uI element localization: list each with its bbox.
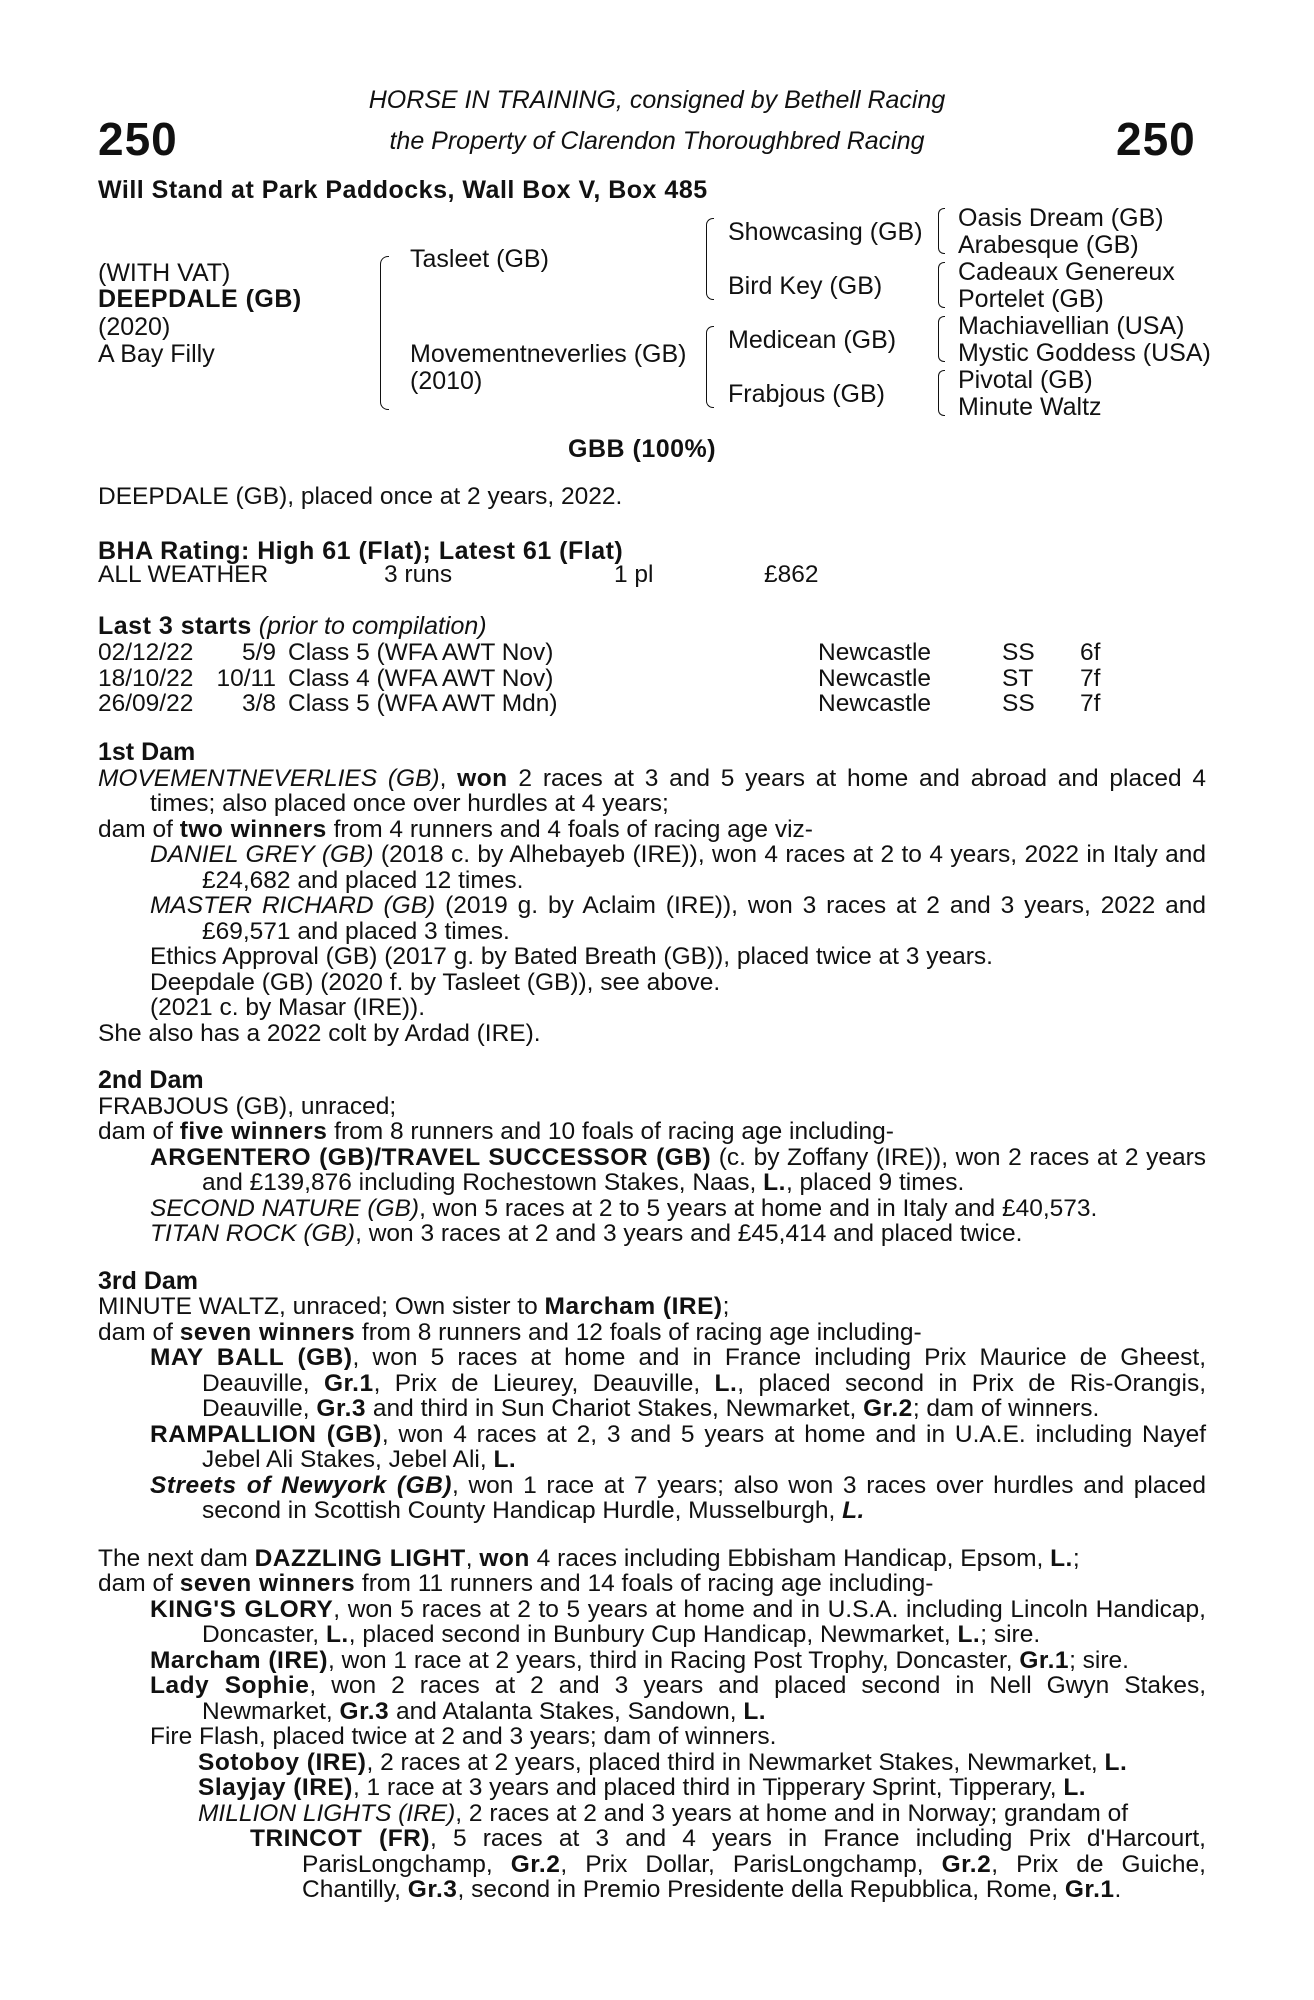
produce-entry: Ethics Approval (GB) (2017 g. by Bated Breath (GB)), placed twice at 3 years. bbox=[150, 943, 993, 970]
pedigree-brace-sire bbox=[706, 218, 714, 300]
bha-rating: BHA Rating: High 61 (Flat); Latest 61 (Flat) bbox=[98, 537, 624, 565]
produce-entry: ARGENTERO (GB)/TRAVEL SUCCESSOR (GB) (c. by Zoffany (IRE)), won 2 races at 2 years and £139,876 including Rochestown Stakes, Naas, L., placed 9 times. bbox=[150, 1143, 1206, 1196]
next-dam-produce-summary: dam of seven winners from 11 runners and 14 foals of racing age including- bbox=[98, 1570, 934, 1597]
gbb-percentage: GBB (100%) bbox=[568, 435, 717, 463]
pedigree-brace-dam bbox=[706, 326, 714, 408]
rating-surface: ALL WEATHER bbox=[98, 561, 269, 588]
start-distance: 6f bbox=[1080, 639, 1101, 666]
produce-entry: Marcham (IRE), won 1 race at 2 years, third in Racing Post Trophy, Doncaster, Gr.1; sire. bbox=[150, 1646, 1129, 1674]
start-date: 02/12/22 bbox=[98, 639, 194, 666]
start-course: Newcastle bbox=[818, 690, 932, 717]
first-dam-line: MOVEMENTNEVERLIES (GB), won 2 races at 3 and 5 years at home and abroad and placed 4 times; also placed once over hurdles at 4 years; bbox=[98, 764, 1206, 817]
pedigree-dam-sire: Medicean (GB) bbox=[728, 326, 897, 354]
pedigree-dam-dam: Frabjous (GB) bbox=[728, 380, 885, 408]
pedigree-brace-sd bbox=[938, 262, 945, 308]
first-dam-title: 1st Dam bbox=[98, 738, 196, 766]
start-race: Class 5 (WFA AWT Mdn) bbox=[288, 690, 558, 717]
produce-entry: TITAN ROCK (GB), won 3 races at 2 and 3 years and £45,414 and placed twice. bbox=[150, 1220, 1023, 1247]
second-dam-title: 2nd Dam bbox=[98, 1066, 204, 1094]
pedigree-brace-ds bbox=[938, 316, 945, 362]
rating-placed: 1 pl bbox=[614, 561, 654, 588]
start-row bbox=[98, 640, 1100, 666]
third-dam-line: MINUTE WALTZ, unraced; Own sister to Marcham (IRE); bbox=[98, 1293, 730, 1320]
lot-number-right: 250 bbox=[1116, 113, 1196, 165]
pedigree-dss: Machiavellian (USA) bbox=[958, 312, 1185, 340]
pedigree-dds: Pivotal (GB) bbox=[958, 366, 1093, 394]
pedigree-sire-sire: Showcasing (GB) bbox=[728, 218, 923, 246]
third-dam-produce-summary: dam of seven winners from 8 runners and 12 foals of racing age including- bbox=[98, 1318, 922, 1346]
start-going: SS bbox=[1002, 639, 1035, 666]
start-distance: 7f bbox=[1080, 690, 1101, 717]
start-course: Newcastle bbox=[818, 639, 932, 666]
last-starts-heading bbox=[98, 612, 487, 641]
first-dam-foal-note: She also has a 2022 colt by Ardad (IRE). bbox=[98, 1019, 541, 1047]
start-row bbox=[98, 691, 1100, 717]
second-dam-line: FRABJOUS (GB), unraced; bbox=[98, 1092, 397, 1120]
produce-entry: Lady Sophie, won 2 races at 2 and 3 years and placed second in Nell Gwyn Stakes, Newmarket, Gr.3 and Atalanta Stakes, Sandown, L. bbox=[150, 1672, 1206, 1725]
produce-entry: DANIEL GREY (GB) (2018 c. by Alhebayeb (IRE)), won 4 races at 2 to 4 years, 2022 in Italy and £24,682 and placed 12 times. bbox=[150, 841, 1206, 894]
start-distance: 7f bbox=[1080, 664, 1101, 692]
horse-year: (2020) bbox=[98, 313, 171, 341]
consignor-line: HORSE IN TRAINING, consigned by Bethell Racing bbox=[368, 86, 946, 114]
pedigree-sire-dam: Bird Key (GB) bbox=[728, 272, 883, 300]
pedigree-brace-ss bbox=[938, 208, 945, 254]
produce-entry: Sotoboy (IRE), 2 races at 2 years, placed third in Newmarket Stakes, Newmarket, L. bbox=[198, 1748, 1128, 1776]
pedigree-dam: Movementneverlies (GB) bbox=[410, 340, 687, 368]
pedigree-dam-year: (2010) bbox=[410, 367, 483, 395]
start-going: ST bbox=[1002, 664, 1034, 692]
last-starts-note: (prior to compilation) bbox=[258, 612, 487, 640]
horse-description: A Bay Filly bbox=[98, 340, 215, 368]
second-dam-produce-summary: dam of five winners from 8 runners and 10 foals of racing age including- bbox=[98, 1118, 894, 1145]
pedigree-ssd: Arabesque (GB) bbox=[958, 231, 1139, 259]
produce-entry: SECOND NATURE (GB), won 5 races at 2 to 5 years at home and in Italy and £40,573. bbox=[150, 1194, 1098, 1222]
start-row bbox=[98, 666, 1100, 692]
last-starts-title: Last 3 starts bbox=[98, 612, 252, 640]
start-date: 26/09/22 bbox=[98, 690, 194, 717]
produce-entry: Streets of Newyork (GB), won 1 race at 7 years; also won 3 races over hurdles and placed second in Scottish County Handicap Hurdle, Musselburgh, L. bbox=[150, 1471, 1206, 1524]
rating-earnings: £862 bbox=[764, 561, 819, 588]
produce-entry: MILLION LIGHTS (IRE), 2 races at 2 and 3 years at home and in Norway; grandam of bbox=[198, 1799, 1129, 1827]
pedigree-sdd: Portelet (GB) bbox=[958, 285, 1104, 313]
next-dam-line: The next dam DAZZLING LIGHT, won 4 races including Ebbisham Handicap, Epsom, L.; bbox=[98, 1544, 1080, 1572]
pedigree-brace-main bbox=[380, 256, 389, 410]
produce-entry: Fire Flash, placed twice at 2 and 3 years; dam of winners. bbox=[150, 1723, 777, 1750]
start-position: 3/8 bbox=[241, 690, 276, 717]
performance-summary: DEEPDALE (GB), placed once at 2 years, 2022. bbox=[98, 483, 623, 510]
produce-entry: Deepdale (GB) (2020 f. by Tasleet (GB)), see above. bbox=[150, 968, 721, 996]
produce-entry: MAY BALL (GB), won 5 races at home and in France including Prix Maurice de Gheest, Deauville, Gr.1, Prix de Lieurey, Deauville, L., placed second in Prix de Ris-Orangis, Deauville, Gr.3 and third in Sun Chariot Stakes, Newmarket, Gr.2; dam of winners. bbox=[150, 1344, 1207, 1422]
rating-runs: 3 runs bbox=[384, 561, 453, 588]
produce-entry: Slayjay (IRE), 1 race at 3 years and placed third in Tipperary Sprint, Tipperary, L. bbox=[198, 1774, 1087, 1801]
lot-number-left: 250 bbox=[98, 113, 178, 165]
start-race: Class 5 (WFA AWT Nov) bbox=[288, 639, 554, 666]
start-course: Newcastle bbox=[818, 664, 932, 692]
produce-entry: MASTER RICHARD (GB) (2019 g. by Aclaim (IRE)), won 3 races at 2 and 3 years, 2022 and £69,571 and placed 3 times. bbox=[150, 892, 1206, 945]
property-line: the Property of Clarendon Thoroughbred Racing bbox=[389, 127, 925, 155]
first-dam-produce-summary: dam of two winners from 4 runners and 4 foals of racing age viz- bbox=[98, 815, 813, 843]
start-going: SS bbox=[1002, 690, 1035, 717]
pedigree-ddd: Minute Waltz bbox=[958, 393, 1102, 421]
pedigree-sds: Cadeaux Genereux bbox=[958, 258, 1175, 286]
produce-entry: RAMPALLION (GB), won 4 races at 2, 3 and 5 years at home and in U.A.E. including Nayef Jebel Ali Stakes, Jebel Ali, L. bbox=[150, 1420, 1206, 1473]
start-position: 5/9 bbox=[241, 639, 276, 666]
stand-location: Will Stand at Park Paddocks, Wall Box V, Box 485 bbox=[98, 176, 708, 204]
dam-sections bbox=[98, 740, 1206, 1903]
start-date: 18/10/22 bbox=[98, 664, 194, 692]
produce-entry: KING'S GLORY, won 5 races at 2 to 5 years at home and in U.S.A. including Lincoln Handicap, Doncaster, L., placed second in Bunbury Cup Handicap, Newmarket, L.; sire. bbox=[150, 1595, 1206, 1648]
start-position: 10/11 bbox=[216, 664, 276, 692]
pedigree-sire: Tasleet (GB) bbox=[410, 245, 549, 273]
produce-entry: (2021 c. by Masar (IRE)). bbox=[150, 994, 426, 1021]
third-dam-title: 3rd Dam bbox=[98, 1266, 199, 1295]
produce-entry: TRINCOT (FR), 5 races at 3 and 4 years in France including Prix d'Harcourt, ParisLongchamp, Gr.2, Prix Dollar, ParisLongchamp, Gr.2, Prix de Guiche, Chantilly, Gr.3, second in Premio Presidente della Repubblica, Rome, Gr.1. bbox=[250, 1825, 1206, 1903]
start-race: Class 4 (WFA AWT Nov) bbox=[288, 664, 554, 692]
pedigree-sss: Oasis Dream (GB) bbox=[958, 204, 1164, 232]
last-starts-table bbox=[98, 640, 1100, 717]
pedigree-dsd: Mystic Goddess (USA) bbox=[958, 339, 1211, 367]
vat-note: (WITH VAT) bbox=[98, 259, 231, 287]
pedigree-brace-dd bbox=[938, 370, 945, 416]
horse-name: DEEPDALE (GB) bbox=[98, 285, 302, 313]
